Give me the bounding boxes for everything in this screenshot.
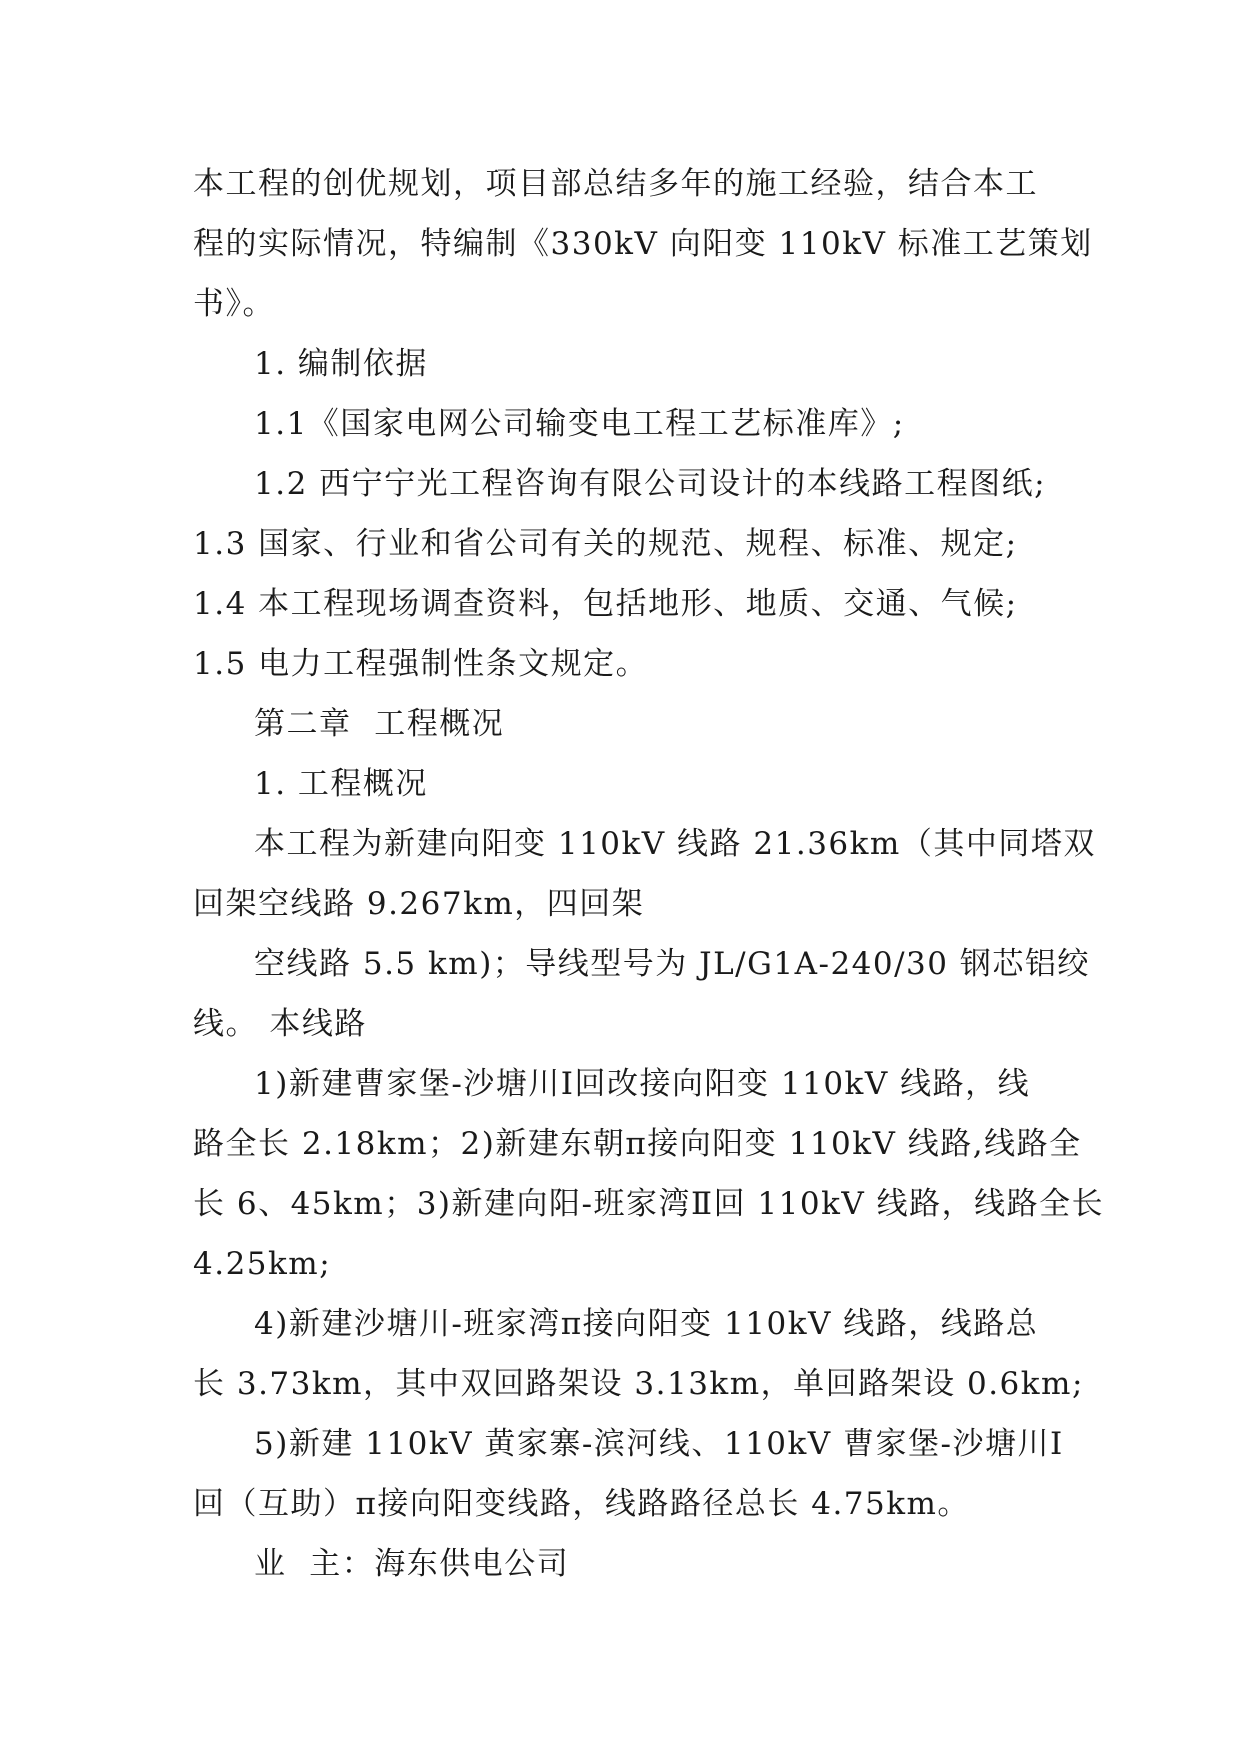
paragraph-line: 长 6、45km；3)新建向阳-班家湾Ⅱ回 110kV 线路，线路全长	[193, 1186, 1105, 1222]
paragraph-line: 回架空线路 9.267km，四回架	[193, 886, 645, 922]
paragraph-line: 空线路 5.5 km)；导线型号为 JL/G1A-240/30 钢芯铝绞	[254, 946, 1090, 982]
section-heading: 1. 工程概况	[254, 766, 428, 802]
list-item: 1.4 本工程现场调查资料，包括地形、地质、交通、气候;	[193, 586, 1018, 622]
list-item: 1)新建曹家堡-沙塘川Ⅰ回改接向阳变 110kV 线路，线	[254, 1066, 1031, 1102]
list-item: 1.1《国家电网公司输变电工程工艺标准库》;	[254, 406, 905, 442]
list-item: 5)新建 110kV 黄家寨-滨河线、110kV 曹家堡-沙塘川Ⅰ	[254, 1426, 1064, 1462]
section-heading: 1. 编制依据	[254, 346, 428, 382]
owner-line: 业 主：海东供电公司	[254, 1546, 570, 1582]
paragraph-line: 程的实际情况，特编制《330kV 向阳变 110kV 标准工艺策划	[193, 226, 1093, 262]
paragraph-line: 本工程的创优规划，项目部总结多年的施工经验，结合本工	[193, 166, 1038, 202]
list-item: 1.5 电力工程强制性条文规定。	[193, 646, 649, 682]
paragraph-line: 4.25km;	[193, 1246, 332, 1282]
paragraph-line: 长 3.73km，其中双回路架设 3.13km，单回路架设 0.6km;	[193, 1366, 1084, 1402]
list-item: 1.2 西宁宁光工程咨询有限公司设计的本线路工程图纸;	[254, 466, 1047, 502]
paragraph-line: 线。 本线路	[193, 1006, 367, 1042]
paragraph-line: 路全长 2.18km；2)新建东朝π接向阳变 110kV 线路,线路全	[193, 1126, 1082, 1162]
paragraph-line: 回（互助）π接向阳变线路，线路路径总长 4.75km。	[193, 1486, 970, 1522]
list-item: 1.3 国家、行业和省公司有关的规范、规程、标准、规定;	[193, 526, 1018, 562]
chapter-heading: 第二章 工程概况	[254, 706, 505, 742]
paragraph-line: 本工程为新建向阳变 110kV 线路 21.36km（其中同塔双	[254, 826, 1096, 862]
list-item: 4)新建沙塘川-班家湾π接向阳变 110kV 线路，线路总	[254, 1306, 1039, 1342]
paragraph-line: 书》。	[193, 286, 275, 322]
